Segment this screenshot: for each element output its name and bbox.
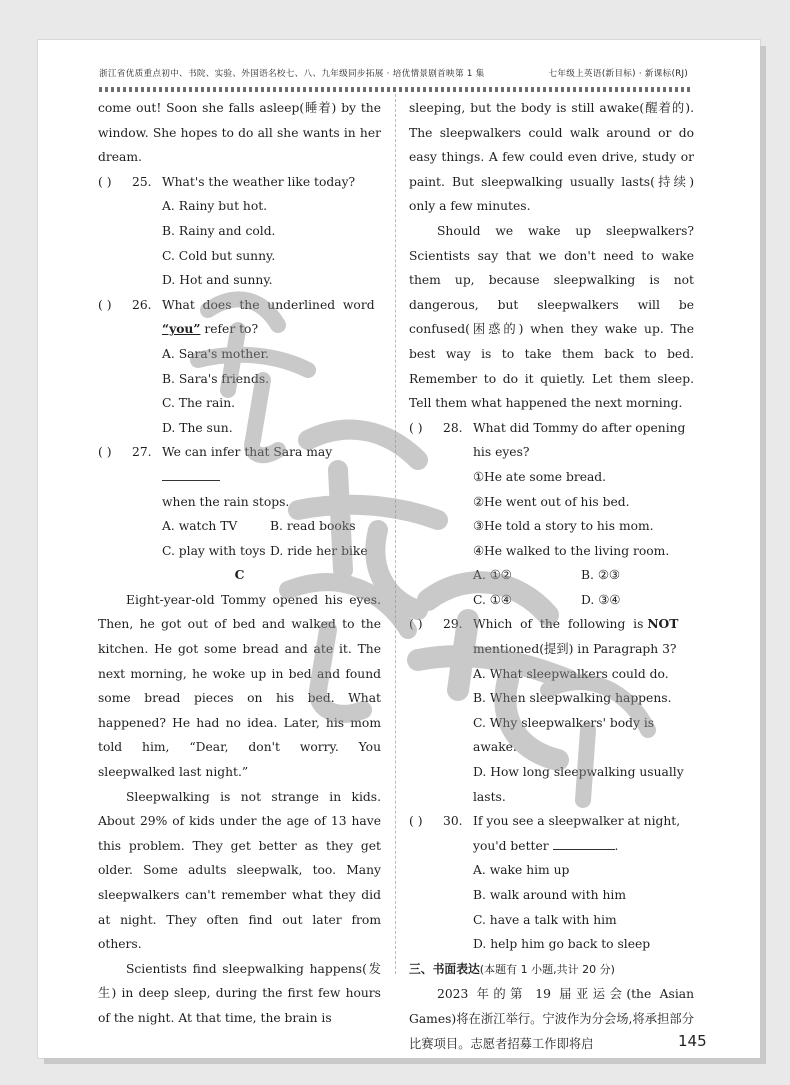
option-c: C. have a talk with him (473, 912, 617, 927)
option-b: B. Sara's friends. (162, 371, 270, 386)
answer-blank[interactable]: ( ) (409, 420, 423, 435)
passage-paragraph-3-continued: sleeping, but the body is still awake(醒着的). The sleepwalkers could walk around or do easy things. A few could even drive, study or paint. But sleepwalking usually lasts(持续) only a few minutes. (409, 101, 694, 214)
statement-2: ②He went out of his bed. (473, 494, 630, 509)
option-b: B. Rainy and cold. (162, 223, 276, 238)
writing-section-heading (409, 957, 694, 983)
option-a: A. Sara's mother. (162, 346, 269, 361)
option-a: A. ①② (473, 568, 512, 583)
option-d: D. Hot and sunny. (162, 273, 273, 288)
running-header-right: 七年级上英语(新目标) · 新课标(RJ) (548, 69, 688, 79)
option-c: C. Cold but sunny. (162, 248, 276, 263)
page-sheet (38, 40, 760, 1058)
writing-prompt: 2023 年的第 19 届亚运会(the Asian Games)将在浙江举行。宁波作为分会场,将承担部分比赛项目。志愿者招募工作即将启 (409, 987, 694, 1051)
statement-1: ①He ate some bread. (473, 469, 607, 484)
option-b: B. walk around with him (473, 888, 626, 902)
options-row-2 (98, 539, 381, 564)
options-row-1 (98, 514, 381, 539)
passage-paragraph-1: Eight-year-old Tommy opened his eyes. Then, he got out of bed and walked to the kitchen. He got some bread and ate it. The next morning, he woke up in bed and found some bread pieces on his bed. What happened? He had no idea. Later, his mom told him, “Dear, don't worry. You sleepwalked last night.” (98, 592, 381, 780)
option-b: B. ②③ (581, 568, 620, 583)
answer-blank[interactable]: ( ) (409, 814, 423, 829)
section-heading: C (234, 567, 245, 583)
question-stem-continued: you'd better . (409, 834, 694, 859)
question-number: 25. (132, 174, 152, 189)
answer-blank[interactable]: ( ) (98, 445, 112, 460)
option-c: C. play with toys (162, 543, 266, 558)
question-stem-continued (98, 317, 381, 342)
option-c: C. Why sleepwalkers' body is awake. (473, 715, 655, 755)
options-row-2 (409, 588, 694, 613)
question-26 (98, 293, 381, 318)
question-number: 30. (443, 814, 463, 829)
page-number: 145 (678, 1032, 707, 1050)
question-25 (98, 170, 381, 195)
question-stem-continued: when the rain stops. (162, 494, 290, 509)
question-number: 27. (132, 445, 152, 460)
right-column (409, 96, 694, 1056)
option-c: C. The rain. (162, 396, 236, 411)
question-stem: What did Tommy do after opening his eyes? (473, 420, 686, 460)
question-stem: Which of the following is (473, 617, 644, 632)
option-d: D. How long sleepwalking usually lasts. (473, 765, 684, 804)
column-divider (395, 94, 396, 974)
answer-blank[interactable]: ( ) (98, 297, 112, 312)
left-column (98, 96, 381, 1031)
question-number: 29. (443, 617, 463, 632)
question-number: 28. (443, 420, 463, 435)
option-b: B. read books (270, 519, 356, 534)
options-row-1 (409, 563, 694, 588)
option-a: A. Rainy but hot. (162, 199, 268, 214)
stem-tail: you'd better (473, 838, 549, 853)
writing-title: 三、书面表达 (409, 961, 480, 976)
option-d: D. ride her bike (270, 543, 368, 558)
question-stem: If you see a sleepwalker at night, (473, 814, 681, 829)
option-d: D. ③④ (581, 592, 621, 607)
emphasis-not: NOT (647, 616, 679, 632)
fill-blank (553, 835, 615, 850)
option-c: C. ①④ (473, 592, 512, 607)
question-29 (409, 612, 694, 637)
passage-paragraph-3: Scientists find sleepwalking happens(发生) in deep sleep, during the first few hours of the night. At that time, the brain is (98, 961, 381, 1025)
statement-3: ③He told a story to his mom. (473, 519, 654, 534)
question-stem: We can infer that Sara may (162, 445, 333, 460)
question-28 (409, 416, 694, 465)
question-27 (98, 440, 381, 489)
answer-blank[interactable]: ( ) (98, 174, 112, 189)
stem-tail: refer to? (200, 322, 259, 337)
running-header-left: 浙江省优质重点初中、书院、实验、外国语名校七、八、九年级同步拓展 · 培优情景剧首映第 1 集 (99, 69, 485, 79)
option-b: B. When sleepwalking happens. (473, 691, 672, 706)
answer-blank[interactable]: ( ) (409, 617, 423, 632)
question-number: 26. (132, 297, 152, 312)
passage-paragraph-4: Should we wake up sleepwalkers? Scientists say that we don't need to wake them up, because sleepwalking is not dangerous, but sleepwalkers will be confused(困惑的) when they wake up. The best way is to take them back to bed. Remember to do it quietly. Let them sleep. Tell them what happened the next morning. (409, 223, 694, 411)
writing-note: (本题有 1 小题,共计 20 分) (479, 962, 615, 976)
underlined-word: “you” (162, 321, 201, 337)
fill-blank (162, 466, 220, 481)
question-stem-continued: mentioned(提到) in Paragraph 3? (473, 642, 677, 657)
question-stem: What's the weather like today? (162, 174, 356, 189)
question-30 (409, 809, 694, 834)
option-a: A. watch TV (162, 519, 238, 534)
statement-4: ④He walked to the living room. (473, 543, 670, 558)
option-d: D. The sun. (162, 420, 233, 435)
header-dotted-rule (99, 87, 692, 92)
passage-b-ending: come out! Soon she falls asleep(睡着) by the window. She hopes to do all she wants in her dream. (98, 101, 381, 165)
option-a: A. wake him up (473, 863, 570, 878)
option-a: A. What sleepwalkers could do. (473, 666, 669, 681)
option-d: D. help him go back to sleep (473, 937, 651, 952)
passage-paragraph-2: Sleepwalking is not strange in kids. About 29% of kids under the age of 13 have this problem. They get better as they get older. Some adults sleepwalk, too. Many sleepwalkers can't remember what they did at night. They often find out later from others. (98, 789, 381, 952)
question-stem: What does the underlined word (162, 297, 375, 312)
